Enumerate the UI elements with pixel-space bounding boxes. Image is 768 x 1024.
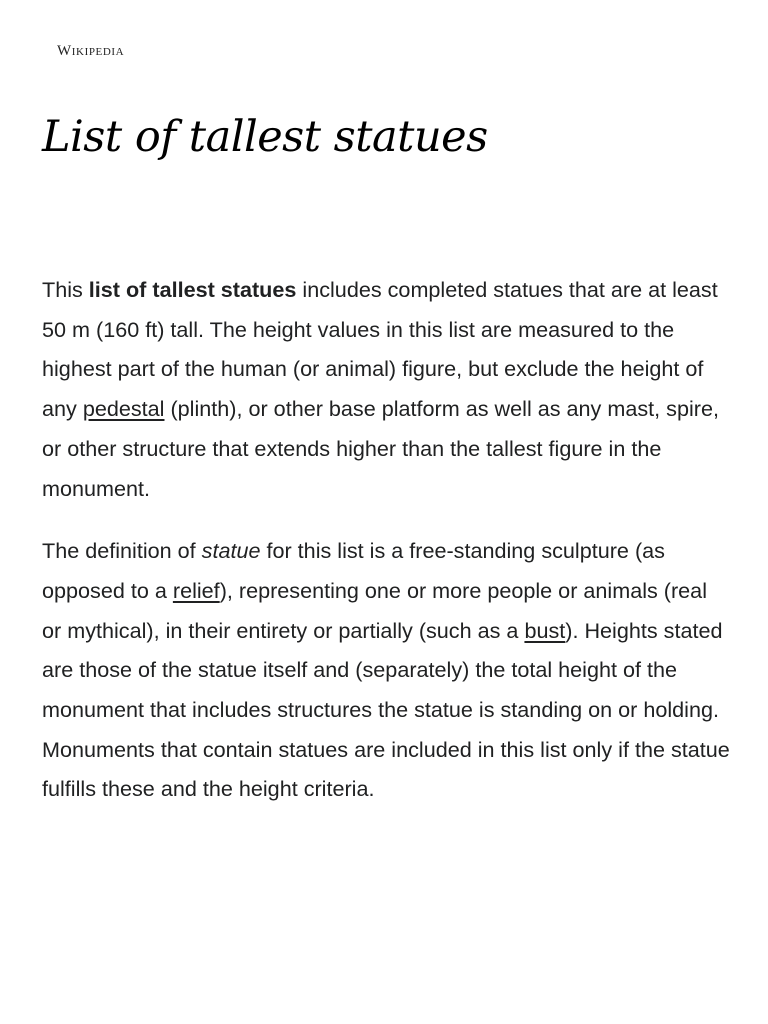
link-relief[interactable]: relief [172,577,220,603]
intro-paragraph-1 [42,270,732,508]
paragraph-text: The definition of [42,538,202,564]
paragraph-text: for this list is a free-standing sculpture (as opposed to a [42,538,665,603]
paragraph-text: (plinth), or other base platform as well as any mast, spire, or other structure that extends higher than the tallest figure in the monument. [42,396,719,501]
paragraph-text: This [42,277,89,302]
link-pedestal[interactable]: pedestal [82,396,165,422]
intro-paragraph-2 [42,531,732,809]
italic-term: statue [201,538,261,564]
paragraph-text: ). Heights stated are those of the statue itself and (separately) the total height of the monument that includes structures the statue is standing on or holding. Monuments that contain statues are included in this list only if the statue fulfills these and the height criteria. [42,617,730,802]
paragraph-text: ), representing one or more people or animals (real or mythical), in their entirety or partially (such as a [42,577,707,643]
link-bust[interactable]: bust [524,617,566,643]
paragraph-text: includes completed statues that are at least 50 m (160 ft) tall. The height values in this list are measured to the highest part of the human (or animal) figure, but exclude the height of any [42,277,718,422]
wikipedia-logo[interactable]: Wikipedia [57,43,125,59]
article-body [42,270,732,832]
bold-term: list of tallest statues [88,277,297,302]
page-title: List of tallest statues [42,112,488,162]
